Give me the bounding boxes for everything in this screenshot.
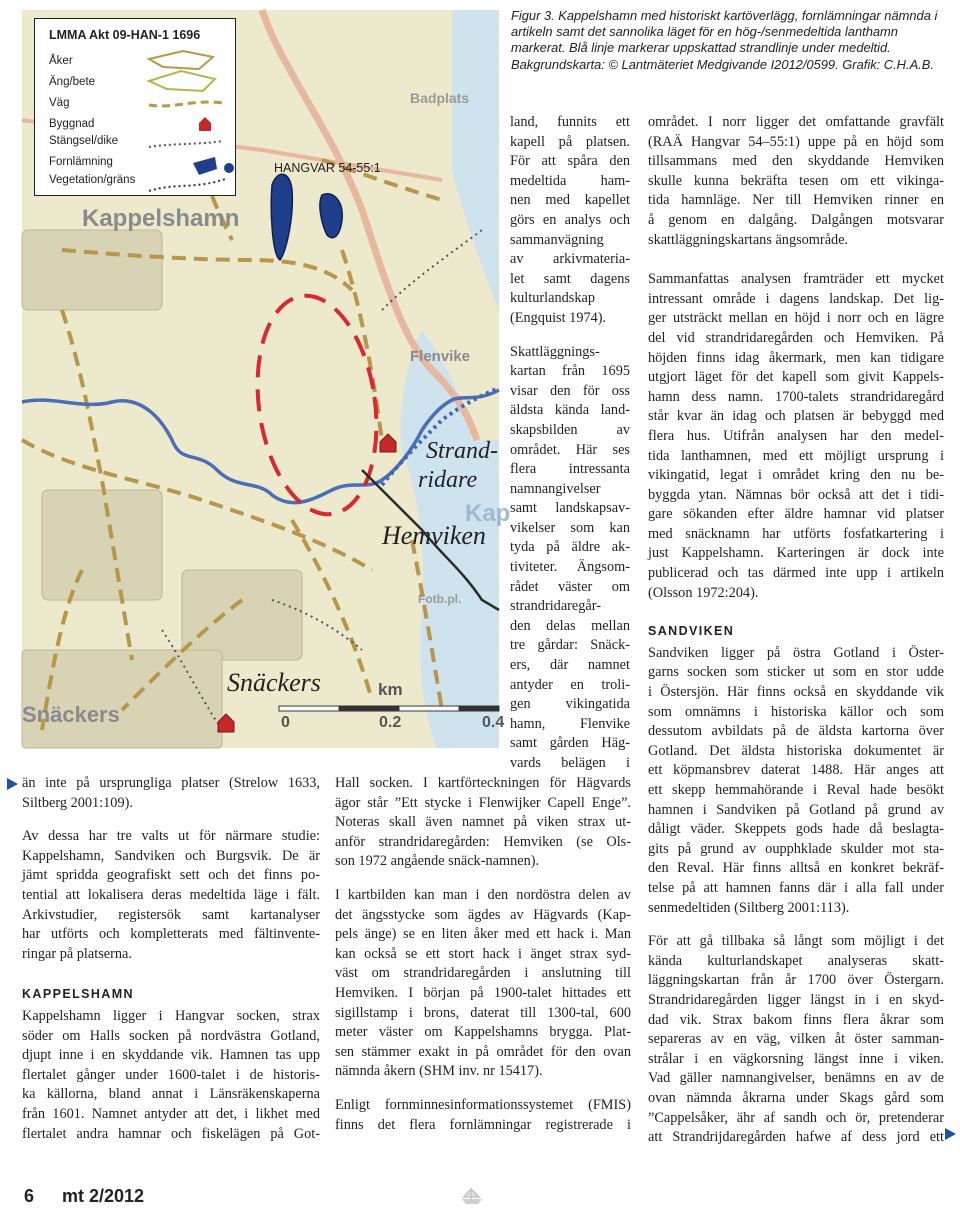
text-line: den Reval. Här finns alltså en konkret bekräf- <box>648 860 944 877</box>
legend-symbol-byggnad <box>199 117 211 131</box>
text-line: med snäcknamn har utförts fosfatkartering i <box>648 525 944 542</box>
text-line: sigillstamp i brons, daterat till 1300-tal, 600 <box>335 1004 631 1021</box>
page-number: 6 <box>24 1186 35 1206</box>
text-line: äldsta kända land- <box>510 402 630 419</box>
text-line: dad vik. Strax bakom finns flera åkrar som <box>648 1011 944 1028</box>
text-line: telse på att hamnen fanns där i alla fall under <box>648 879 944 896</box>
map-legend <box>34 18 236 196</box>
text-line: just Kappelshamn. Karteringen är dock inte <box>648 545 944 562</box>
text-line: (Olsson 1972:204). <box>648 584 759 601</box>
text-line: läggningskartan från år 1700 över Östergarn. <box>648 972 944 989</box>
map-script-ridare: ridare <box>418 467 478 493</box>
text-line: i Östersjön. Här finns också en skyddande vik <box>648 684 944 701</box>
text-line: Hall socken. I kartförteckningen för Hägvards <box>335 775 631 791</box>
legend-item-stangsel: Stängsel/dike <box>49 135 119 147</box>
text-line: strålar i en vägkorsning längst inne i viken. <box>648 1050 944 1067</box>
text-line: samt gården Häg- <box>510 735 630 752</box>
text-line: gare sökanden efter äldre hamnar vid platser <box>648 506 944 523</box>
scale-tick-0-4: 0.4 <box>482 714 505 731</box>
text-line: än inte på ursprungliga platser (Strelow 1633, <box>22 775 320 791</box>
text-line: står kvar än idag och platsen är bebyggd med <box>648 408 944 425</box>
text-line: gits på grund av oupphklade skulder mot sta- <box>648 840 944 857</box>
text-line: tida lanthamnen, med ett möjligt ursprung i <box>648 447 944 464</box>
text-line: sen stämmer exakt in på området för den ovan <box>335 1043 631 1060</box>
right-paragraph-2 <box>648 270 944 603</box>
text-line: flera hus. Utifrån analysen har den medel- <box>648 427 944 444</box>
text-line: ers, där namnet <box>510 657 630 674</box>
text-line: let samt dagens <box>510 270 630 287</box>
text-line: kulturlandskap <box>510 290 595 307</box>
text-line: tida hamnläge. Ner till Hemviken rinner en <box>648 192 944 209</box>
text-line: visar den för oss <box>510 382 630 399</box>
map-label-kap: Kap <box>465 500 511 527</box>
ship-logo-icon <box>459 1186 485 1206</box>
map-label-fotboll: Fotb.pl. <box>418 592 462 606</box>
text-line: Noteras skall även namnet på viken strax ut- <box>335 814 631 831</box>
text-line: väst om strandridaregården i anslutning till <box>335 965 631 982</box>
left-paragraph-1 <box>22 774 320 813</box>
text-line: söder om Halls socken på nordvästra Gotland, <box>22 1027 320 1044</box>
text-line: ett skepp hemmahörande i Reval hade besökt <box>648 782 944 798</box>
text-line: nämnda åkern (SHM inv. nr 15417). <box>335 1063 543 1080</box>
legend-symbol-ang <box>149 71 215 91</box>
text-line: Skattläggnings- <box>510 343 600 360</box>
continued-arrow-icon <box>7 778 18 790</box>
text-line: publicerad och tas därmed inte upp i artikeln <box>648 565 944 582</box>
text-line: (RAÄ Hangvar 54–55:1) uppe på en höjd som <box>648 133 944 150</box>
legend-symbol-fornlamning-dot <box>224 163 234 173</box>
text-line: ka källorna, bland annat i Länsräkenskaperna <box>22 1086 320 1103</box>
text-line: det ängsstycke som ägdes av Hägvards (Kap- <box>335 906 631 923</box>
text-line: samt landskapsav- <box>510 500 630 517</box>
text-line: kartan från 1695 <box>510 363 630 380</box>
left-column <box>22 774 320 1144</box>
text-line: För att spåra den <box>510 153 630 170</box>
map-label-snackers-base: Snäckers <box>22 702 120 727</box>
text-line: görs en analys och <box>510 211 630 228</box>
left-paragraph-2 <box>22 827 320 964</box>
middle-paragraph-2 <box>335 886 631 1082</box>
legend-symbol-fornlamning <box>193 157 217 175</box>
scale-unit: km <box>378 680 403 699</box>
legend-item-fornlamning: Fornlämning <box>49 156 113 168</box>
text-line: ovan nämnda åkrarna under Skags gård som <box>648 1089 944 1106</box>
legend-symbol-stangsel <box>149 141 223 147</box>
text-line: senmedeltiden (Siltberg 2001:113). <box>648 899 850 916</box>
text-line: Kappelshamn ligger i Hangvar socken, strax <box>22 1007 320 1024</box>
text-line: medeltida ham- <box>510 172 630 189</box>
text-line: intressant område i dagens landskap. Det lig- <box>648 290 944 307</box>
scale-tick-0-2: 0.2 <box>379 714 402 731</box>
text-line: Sammanfattas analysen framträder ett mycket <box>648 271 944 288</box>
text-line: Vad gäller namnangivelser, benämns en av de <box>648 1070 944 1087</box>
map-figure <box>22 10 511 748</box>
left-paragraph-3 <box>22 1007 320 1144</box>
text-line: skapsbilden av <box>510 421 630 438</box>
middle-paragraph-1 <box>335 774 631 872</box>
text-line: gen vikingatida <box>510 696 630 713</box>
text-line: finns det flera fornlämningar registrerade i <box>335 1116 631 1133</box>
legend-symbol-vag <box>149 102 223 106</box>
text-line: att Strandrijdaregården hafwe af dess jord ett <box>648 1129 944 1146</box>
continue-arrow-icon <box>945 1128 956 1140</box>
text-line: Av dessa har tre valts ut för närmare studie: <box>22 828 320 845</box>
text-line: som omnämns i historiska källor och som <box>648 703 944 720</box>
text-line: å genom en dalgång. Dalgången motsvarar <box>648 211 944 228</box>
text-line: anför strandridaregården: Hemviken (se Ols- <box>335 833 631 850</box>
text-line: hamnen i Sandviken på Gotland på grund av <box>648 801 944 818</box>
text-line: Kappelshamn, Sandviken och Burgsvik. De är <box>22 847 320 864</box>
narrow-column <box>510 113 630 774</box>
text-line: området. I norr ligger det omfattande gravfält <box>648 114 944 130</box>
legend-item-ang: Äng/bete <box>49 76 96 88</box>
heading-kappelshamn: KAPPELSHAMN <box>22 987 134 1002</box>
text-line: dessutom avbildats på de äldsta kartorna över <box>648 723 944 740</box>
text-line: (Engquist 1974). <box>510 309 607 326</box>
right-paragraph-1 <box>648 113 944 250</box>
legend-item-vag: Väg <box>49 97 70 109</box>
legend-item-vegetation: Vegetation/gräns <box>49 174 136 186</box>
text-line: pels änge) se en liten åker med ett hack i. Man <box>335 926 631 943</box>
scale-tick-0: 0 <box>281 714 290 731</box>
text-line: ger utsträckt mellan en höjd i norr och en lägre <box>648 310 944 327</box>
text-line: djupt inne i en skyddande vik. Hamnen tas upp <box>22 1047 320 1064</box>
text-line: flertalet andra hamnar och fiskelägen på Got- <box>22 1125 320 1142</box>
middle-column <box>335 774 631 1135</box>
map-script-hemviken: Hemviken <box>382 521 486 550</box>
legend-symbol-aker <box>149 51 213 69</box>
text-line: tential att lokalisera deras medeltida läge i fält. <box>22 886 320 903</box>
text-line: tre gårdar: Snäck- <box>510 637 630 654</box>
text-line: ett köpmansbrev daterat 1488. Här anges att <box>648 762 944 779</box>
text-line: kända kulturlandskapet analyseras skatt- <box>648 952 944 969</box>
right-column <box>648 113 944 1148</box>
map-label-hangvar: HANGVAR 54-55:1 <box>274 161 381 175</box>
text-line: nen med kapellet <box>510 192 630 209</box>
text-line: området. Här ses <box>510 441 630 458</box>
text-line: kapell på platsen. <box>510 133 630 150</box>
text-line: utgjort läget för det kapell som givit Kappels- <box>648 369 944 386</box>
legend-item-byggnad: Byggnad <box>49 118 95 130</box>
text-line: antyder en troli- <box>510 676 630 693</box>
legend-item-aker: Åker <box>49 55 73 67</box>
text-line: hamn dess namn. 1700-talets strandridaregård <box>648 388 944 405</box>
text-line: byggda ytan. Nämnas bör också att det i tidi- <box>648 486 944 503</box>
legend-symbols <box>143 19 233 195</box>
text-line: Enligt fornminnesinformationssystemet (FMIS) <box>335 1096 631 1113</box>
text-line: flera intressanta <box>510 461 630 478</box>
text-line: son 1972 angående snäck-namnen). <box>335 853 540 870</box>
text-line: kan också se ett stort hack i änget strax syd- <box>335 945 631 962</box>
text-line: ”Cappelsåker, ähr af sandh och ör, pretenderar <box>648 1109 944 1126</box>
text-line: garns socken som sticker ut som en stor udde <box>648 664 944 681</box>
text-line: tiviteter. Ängsom- <box>510 559 630 576</box>
text-line: tyda på äldre ak- <box>510 539 630 556</box>
map-script-strand: Strand- <box>426 438 498 464</box>
text-line: den delas mellan <box>510 617 630 634</box>
text-line: flertalet gånger under 1600-talet i de historis- <box>22 1066 320 1083</box>
text-line: separeras av en väg, vilken åt öster samman- <box>648 1031 944 1048</box>
text-line: skulle kunna bekräfta tesen om ett vikinga- <box>648 172 944 189</box>
right-paragraph-4 <box>648 932 944 1148</box>
text-line: del vid strandridaregården och Hemviken. På <box>648 329 944 346</box>
text-line: skattläggningskartans ängsområde. <box>648 231 849 248</box>
text-line: vikingatid, legat i området kring den nu be- <box>648 467 944 484</box>
text-line: Sandviken ligger på östra Gotland i Öster- <box>648 644 944 661</box>
text-line: av arkivmateria- <box>510 251 630 268</box>
middle-paragraph-3 <box>335 1096 631 1135</box>
text-line: dåligt väder. Skeppets gods hade då beslagta- <box>648 821 944 838</box>
text-line: vikelser som kan <box>510 519 630 536</box>
text-line: Strandridaregården ligger längst in i en skyd- <box>648 991 944 1008</box>
text-line: Siltberg 2001:109). <box>22 794 133 811</box>
text-line: ägor står ”Ett stycke i Flenwijker Capell Enge”. <box>335 794 631 811</box>
map-label-flenvike: Flenvike <box>410 348 471 365</box>
text-line: hamn, Flenvike <box>510 715 630 732</box>
text-line: strandridaregår- <box>510 598 602 615</box>
journal-issue: mt 2/2012 <box>62 1186 145 1206</box>
map-label-kappelshamn: Kappelshamn <box>82 205 240 232</box>
legend-title: LMMA Akt 09-HAN-1 1696 <box>49 28 201 42</box>
text-line: I kartbilden kan man i den nordöstra delen av <box>335 886 631 903</box>
text-line: Gotland. Det äldsta historiska dokumentet är <box>648 742 944 759</box>
text-line: meter väster om Kappelshamns brygga. Plat- <box>335 1024 631 1041</box>
text-line: från 1601. Namnet antyder att det, i likhet med <box>22 1105 320 1122</box>
text-line: vards belägen i <box>510 755 630 771</box>
text-line: har utförts och kompletterats med fältinvente- <box>22 926 320 943</box>
text-line: höjden finns idag åkermark, men kan tidigare <box>648 349 944 366</box>
text-line: För att gå tillbaka så långt som möjligt i det <box>648 933 944 950</box>
heading-sandviken: SANDVIKEN <box>648 624 735 639</box>
text-line: tillsammans med den skyddande Hemviken <box>648 153 944 170</box>
text-line: rådet väster om <box>510 578 630 595</box>
text-line: sammanvägning <box>510 231 604 248</box>
text-line: jämt spridda geografiskt sett och det finns po- <box>22 867 320 884</box>
text-line: Hemviken. I början på 1900-talet hittades ett <box>335 984 631 1001</box>
text-line: ringar på platserna. <box>22 945 132 962</box>
right-paragraph-3 <box>648 644 944 918</box>
legend-symbol-vegetation <box>149 179 225 191</box>
map-script-snackers: Snäckers <box>227 668 321 697</box>
text-line: land, funnits ett <box>510 114 630 130</box>
figure-caption: Figur 3. Kappelshamn med historiskt kartöverlägg, fornlämningar nämnda i artikeln samt det sannolika läget för en hög-/senmedeltida lanthamn markerat. Blå linje markerar uppskattad strandlinje under medeltid. Bakgrundskarta: © Lantmäteriet Medgivande I2012/0599. Grafik: C.H.A.B. <box>511 8 938 72</box>
text-line: Arkivstudier, registersök samt kartanalyser <box>22 906 320 923</box>
map-label-badplats: Badplats <box>410 90 470 106</box>
text-line: namnangivelser <box>510 480 601 497</box>
